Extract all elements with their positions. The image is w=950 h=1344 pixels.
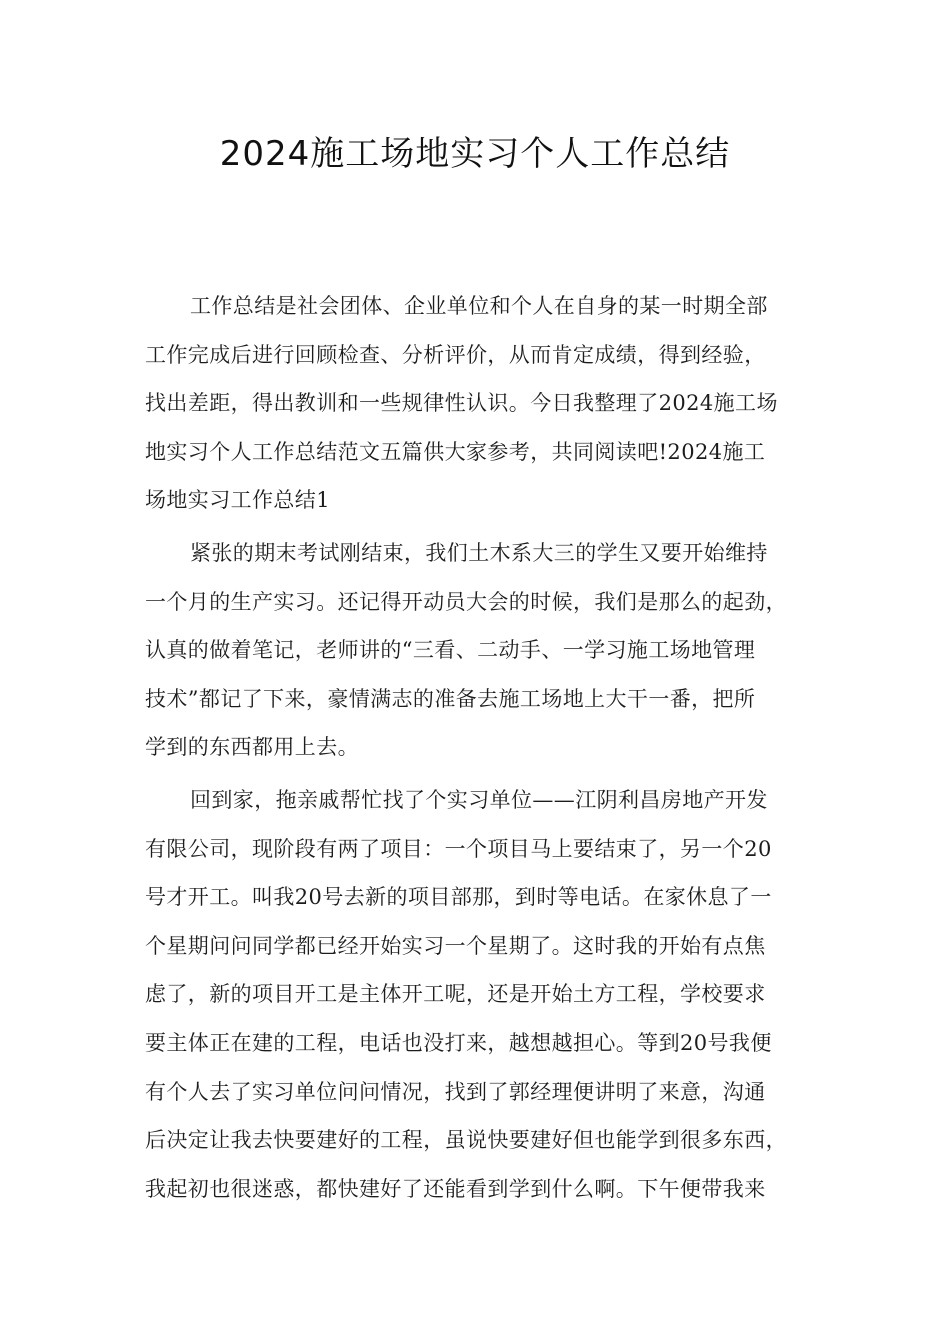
text-line: 找出差距，得出教训和一些规律性认识。今日我整理了2024施工场 [145, 391, 778, 416]
text-line: 后决定让我去快要建好的工程，虽说快要建好但也能学到很多东西， [145, 1128, 787, 1153]
text-line: 回到家，拖亲戚帮忙找了个实习单位——江阴利昌房地产开发 [190, 787, 768, 812]
paragraph-home [145, 776, 810, 1213]
text-line: 技术”都记了下来，豪情满志的准备去施工场地上大干一番，把所 [145, 686, 756, 711]
text-line: 场地实习工作总结1 [145, 488, 330, 513]
text-line: 有个人去了实习单位问问情况，找到了郭经理便讲明了来意，沟通 [145, 1079, 766, 1104]
page-title: 2024施工场地实习个人工作总结 [219, 134, 731, 174]
paragraph-exam [145, 529, 810, 772]
text-line: 我起初也很迷惑，都快建好了还能看到学到什么啊。下午便带我来 [145, 1176, 766, 1201]
text-line: 虑了，新的项目开工是主体开工呢，还是开始土方工程，学校要求 [145, 982, 766, 1007]
text-line: 有限公司，现阶段有两了项目：一个项目马上要结束了，另一个20 [145, 836, 772, 861]
text-line: 认真的做着笔记，老师讲的“三看、二动手、一学习施工场地管理 [145, 638, 756, 663]
text-line: 一个月的生产实习。还记得开动员大会的时候，我们是那么的起劲， [145, 589, 787, 614]
paragraph-intro [145, 282, 810, 525]
text-line: 要主体正在建的工程，电话也没打来，越想越担心。等到20号我便 [145, 1030, 772, 1055]
text-line: 个星期问问同学都已经开始实习一个星期了。这时我的开始有点焦 [145, 933, 766, 958]
text-line: 工作总结是社会团体、企业单位和个人在自身的某一时期全部 [190, 294, 768, 318]
document-body [145, 282, 810, 1217]
text-line: 号才开工。叫我20号去新的项目部那，到时等电话。在家休息了一 [145, 885, 772, 910]
text-line: 紧张的期末考试刚结束，我们土木系大三的学生又要开始维持 [190, 540, 768, 565]
text-line: 地实习个人工作总结范文五篇供大家参考，共同阅读吧!2024施工 [145, 439, 766, 464]
text-line: 工作完成后进行回顾检查、分析评价，从而肯定成绩，得到经验， [145, 342, 766, 367]
text-line: 学到的东西都用上去。 [145, 735, 359, 760]
